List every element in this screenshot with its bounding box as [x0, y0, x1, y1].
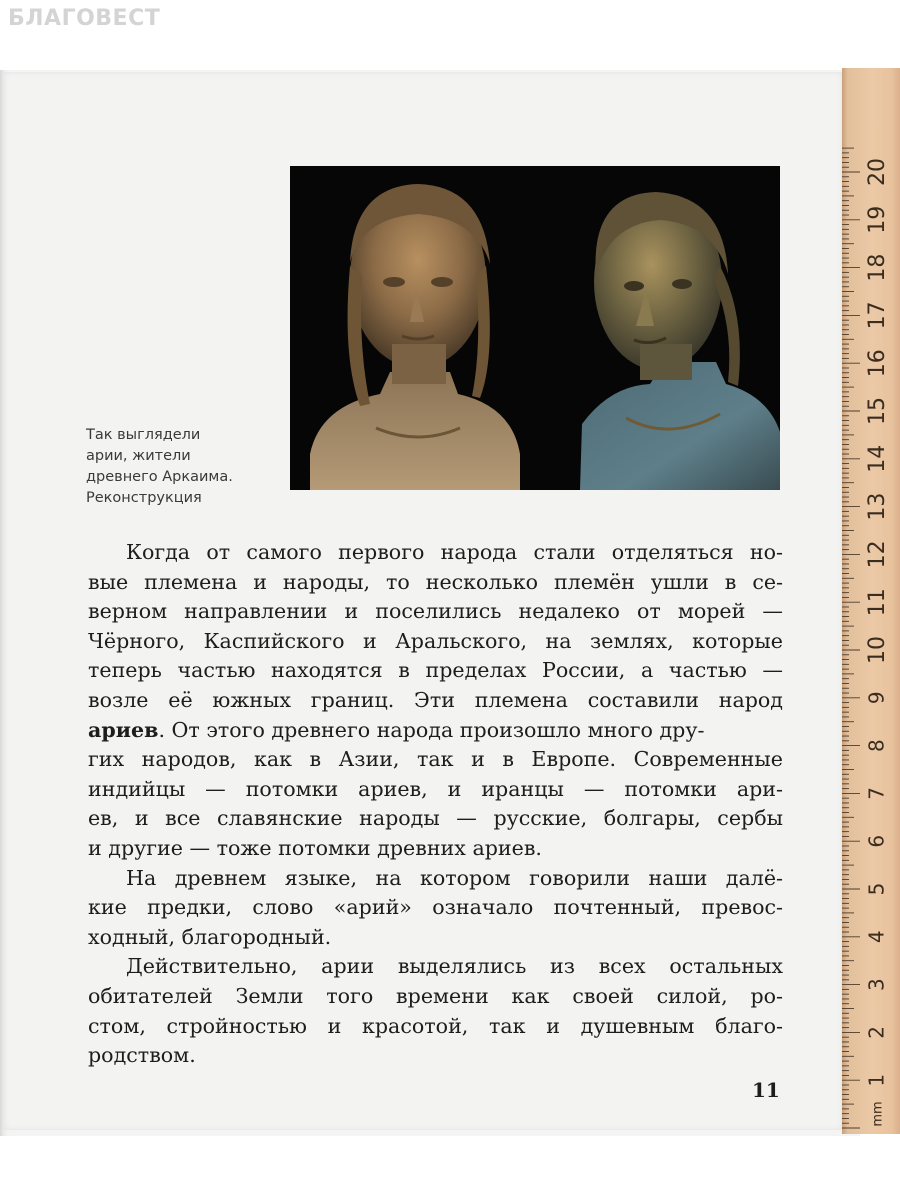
text-line: индийцы — потомки ариев, и иранцы — потомки ари-	[88, 776, 783, 801]
caption-line: арии, жители	[86, 448, 191, 464]
ruler-label: 9	[864, 691, 889, 705]
caption-line: Реконструкция	[86, 490, 202, 506]
photo-caption	[86, 425, 286, 509]
caption-line: Так выглядели	[86, 427, 201, 443]
ruler-label: 20	[865, 158, 890, 186]
text-line: возле её южных границ. Эти племена составили народ	[88, 687, 783, 712]
text-line: родством.	[88, 1043, 196, 1068]
text-line: ев, и все славянские народы — русские, болгары, сербы	[88, 806, 783, 831]
ruler-label: 1	[864, 1073, 889, 1087]
measuring-ruler	[842, 68, 900, 1134]
ruler-label: 8	[864, 739, 889, 752]
page-number: 11	[752, 1078, 780, 1102]
text-line: Чёрного, Каспийского и Аральского, на землях, которые	[88, 628, 783, 653]
ruler-label: 19	[865, 205, 890, 234]
ruler-label: 16	[865, 349, 890, 378]
ruler-unit-label: mm	[870, 1101, 886, 1127]
text-line: обитателей Земли того времени как своей силой, ро-	[88, 983, 783, 1008]
caption-line: древнего Аркаима.	[86, 469, 233, 485]
ruler-label: 4	[864, 930, 889, 944]
paragraph-2	[88, 864, 783, 953]
ruler-label: 14	[865, 444, 890, 473]
watermark-logo: БЛАГОВЕСТ	[8, 6, 161, 31]
text-line: На древнем языке, на котором говорили наши далё-	[126, 865, 783, 890]
ruler-label: 15	[865, 397, 890, 425]
text-line	[88, 716, 783, 746]
ruler-label: 12	[865, 540, 890, 569]
text-line: и другие — тоже потомки древних ариев.	[88, 835, 542, 860]
bold-term: ариев	[88, 717, 159, 742]
text-line: ходный, благородный.	[88, 924, 332, 949]
text-line: Когда от самого первого народа стали отделяться но-	[126, 540, 783, 564]
text-line: теперь частью находятся в пределах России, а частью —	[88, 658, 783, 683]
ruler-label: 7	[864, 787, 889, 800]
ruler-label: 5	[864, 882, 889, 896]
ruler-label: 10	[865, 636, 890, 664]
ruler-label: 6	[864, 834, 889, 848]
text-line: кие предки, слово «арий» означало почтенный, превос-	[88, 895, 783, 920]
ruler-label: 11	[865, 588, 890, 617]
text-line: стом, стройностью и красотой, так и душевным благо-	[88, 1013, 783, 1038]
text-line: Действительно, арии выделялись из всех остальных	[126, 954, 783, 979]
paragraph-1	[88, 538, 783, 864]
ruler-label: 2	[864, 1026, 889, 1039]
text-line: гих народов, как в Азии, так и в Европе. Современные	[88, 747, 783, 772]
text-line: вые племена и народы, то несколько племён ушли в се-	[88, 569, 783, 594]
ruler-label: 13	[865, 492, 890, 521]
text-run: . От этого древнего народа произошло много дру-	[158, 717, 705, 742]
paragraph-3	[88, 952, 783, 1070]
ruler-label: 17	[865, 301, 890, 330]
ruler-label: 18	[865, 253, 890, 282]
text-line: верном направлении и поселились недалеко от морей —	[88, 599, 783, 624]
ruler-label: 3	[864, 978, 889, 991]
bust-photograph	[290, 166, 780, 490]
body-text	[88, 538, 783, 1071]
